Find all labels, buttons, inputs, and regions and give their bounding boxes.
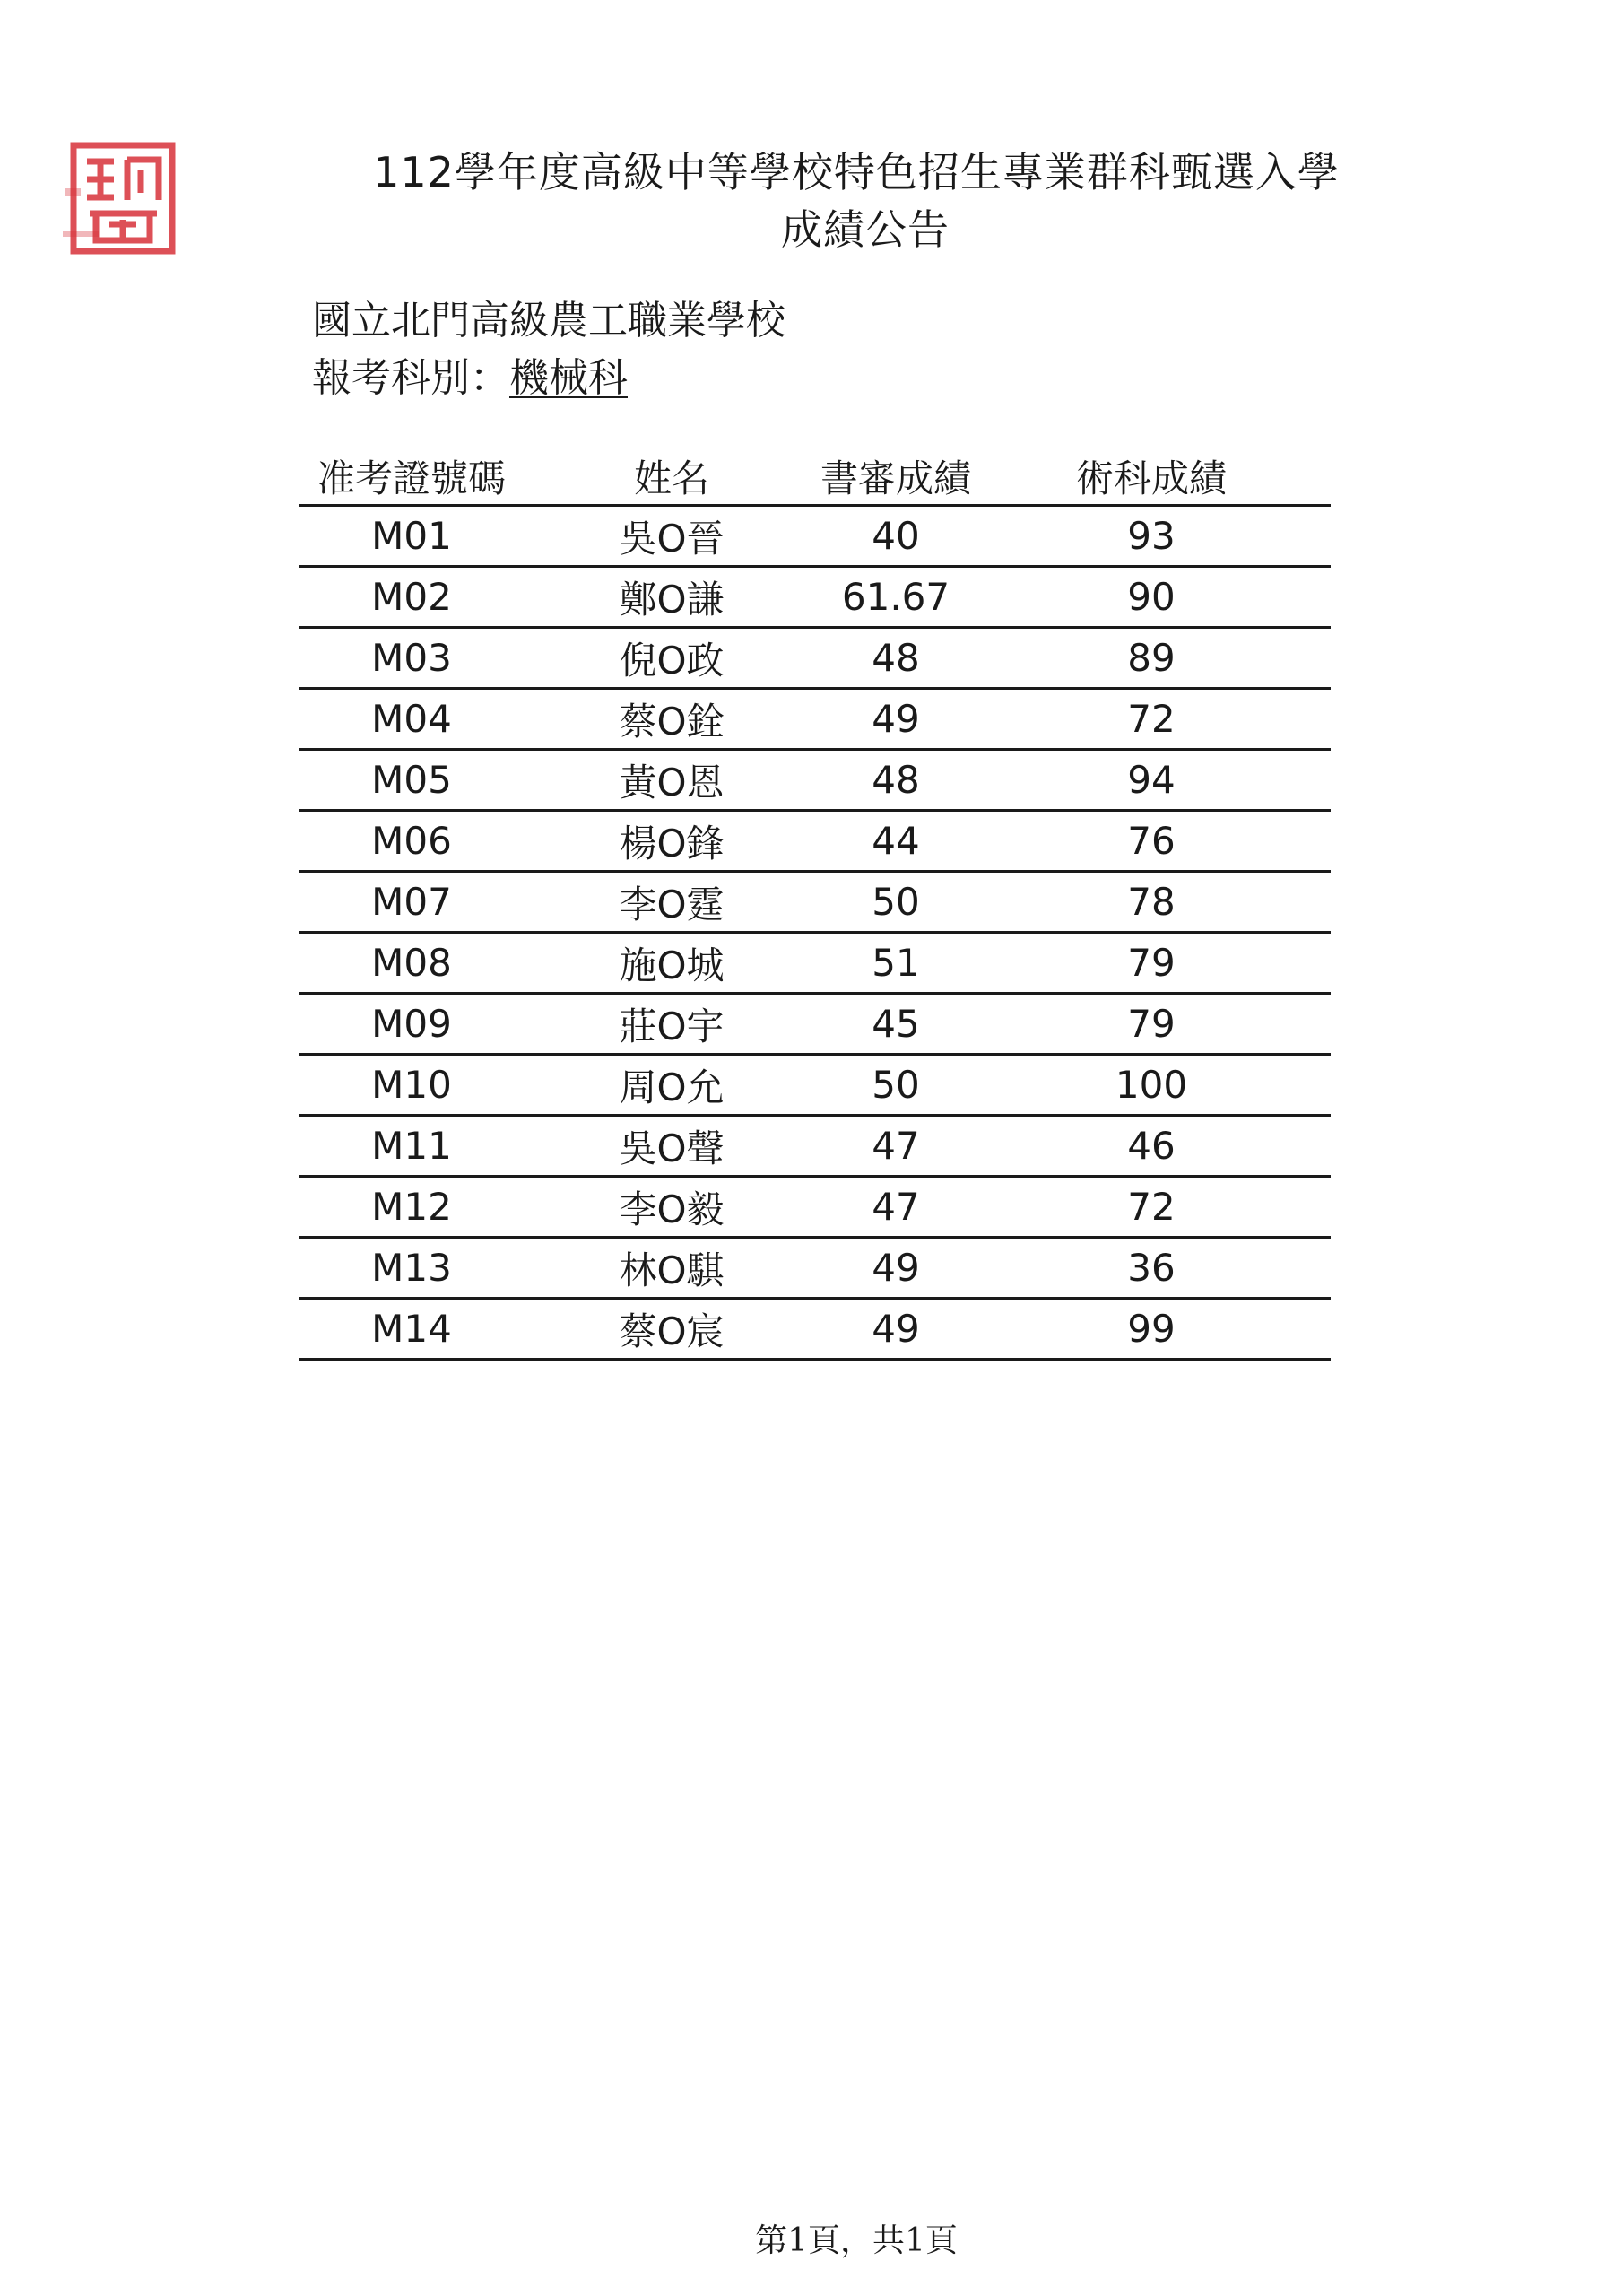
cell-skill-score: 76: [972, 811, 1331, 872]
table-row: [299, 689, 1331, 750]
cell-document-score: 45: [820, 994, 972, 1055]
table-row: [299, 1238, 1331, 1299]
cell-exam-id: M01: [299, 506, 524, 567]
school-info: [312, 292, 785, 407]
cell-skill-score: 94: [972, 750, 1331, 811]
table-row: [299, 1177, 1331, 1238]
cell-exam-id: M07: [299, 872, 524, 933]
cell-name: 倪O政: [524, 628, 820, 689]
table-row: [299, 872, 1331, 933]
table-row: [299, 506, 1331, 567]
cell-name: 蔡O宸: [524, 1299, 820, 1360]
cell-document-score: 44: [820, 811, 972, 872]
cell-document-score: 48: [820, 628, 972, 689]
score-table: [299, 448, 1331, 1361]
cell-exam-id: M08: [299, 933, 524, 994]
cell-skill-score: 46: [972, 1116, 1331, 1177]
cell-name: 鄭O謙: [524, 567, 820, 628]
table-row: [299, 1116, 1331, 1177]
cell-skill-score: 99: [972, 1299, 1331, 1360]
header-name: 姓名: [524, 448, 820, 506]
header-document-score: 書審成績: [820, 448, 972, 506]
table-row: [299, 933, 1331, 994]
cell-document-score: 50: [820, 872, 972, 933]
cell-exam-id: M10: [299, 1055, 524, 1116]
cell-document-score: 49: [820, 689, 972, 750]
table-row: [299, 567, 1331, 628]
cell-exam-id: M09: [299, 994, 524, 1055]
header-exam-id: 准考證號碼: [299, 448, 524, 506]
cell-document-score: 49: [820, 1299, 972, 1360]
announcement-title: [0, 144, 1623, 258]
cell-document-score: 49: [820, 1238, 972, 1299]
table-header-row: [299, 448, 1331, 506]
cell-exam-id: M04: [299, 689, 524, 750]
cell-exam-id: M14: [299, 1299, 524, 1360]
cell-exam-id: M13: [299, 1238, 524, 1299]
cell-skill-score: 79: [972, 933, 1331, 994]
cell-name: 林O騏: [524, 1238, 820, 1299]
department-label: 報考科別：: [312, 355, 509, 401]
cell-skill-score: 72: [972, 689, 1331, 750]
cell-exam-id: M06: [299, 811, 524, 872]
table-row: [299, 811, 1331, 872]
cell-name: 莊O宇: [524, 994, 820, 1055]
cell-name: 李O霆: [524, 872, 820, 933]
table-row: [299, 1299, 1331, 1360]
cell-document-score: 61.67: [820, 567, 972, 628]
cell-skill-score: 72: [972, 1177, 1331, 1238]
table-row: [299, 1055, 1331, 1116]
cell-name: 吳O晉: [524, 506, 820, 567]
cell-skill-score: 100: [972, 1055, 1331, 1116]
cell-skill-score: 90: [972, 567, 1331, 628]
cell-exam-id: M11: [299, 1116, 524, 1177]
cell-document-score: 50: [820, 1055, 972, 1116]
cell-name: 李O毅: [524, 1177, 820, 1238]
cell-skill-score: 89: [972, 628, 1331, 689]
cell-name: 吳O聲: [524, 1116, 820, 1177]
cell-document-score: 48: [820, 750, 972, 811]
cell-exam-id: M03: [299, 628, 524, 689]
cell-name: 黃O恩: [524, 750, 820, 811]
table-row: [299, 994, 1331, 1055]
cell-exam-id: M05: [299, 750, 524, 811]
cell-document-score: 47: [820, 1116, 972, 1177]
table-row: [299, 750, 1331, 811]
cell-name: 蔡O銓: [524, 689, 820, 750]
cell-skill-score: 78: [972, 872, 1331, 933]
department-value: 機械科: [509, 355, 628, 401]
cell-skill-score: 79: [972, 994, 1331, 1055]
cell-name: 施O城: [524, 933, 820, 994]
cell-name: 周O允: [524, 1055, 820, 1116]
title-line-2: 成績公告: [781, 205, 950, 254]
cell-exam-id: M02: [299, 567, 524, 628]
cell-document-score: 40: [820, 506, 972, 567]
school-name: 國立北門高級農工職業學校: [312, 298, 785, 344]
table-row: [299, 628, 1331, 689]
department-line: [312, 350, 785, 407]
cell-exam-id: M12: [299, 1177, 524, 1238]
title-line-1: 112學年度高級中等學校特色招生專業群科甄選入學: [373, 148, 1340, 196]
cell-name: 楊O鋒: [524, 811, 820, 872]
cell-skill-score: 93: [972, 506, 1331, 567]
cell-document-score: 51: [820, 933, 972, 994]
cell-document-score: 47: [820, 1177, 972, 1238]
cell-skill-score: 36: [972, 1238, 1331, 1299]
header-skill-score: 術科成績: [972, 448, 1331, 506]
page-number: 第1頁，共1頁: [755, 2222, 958, 2259]
